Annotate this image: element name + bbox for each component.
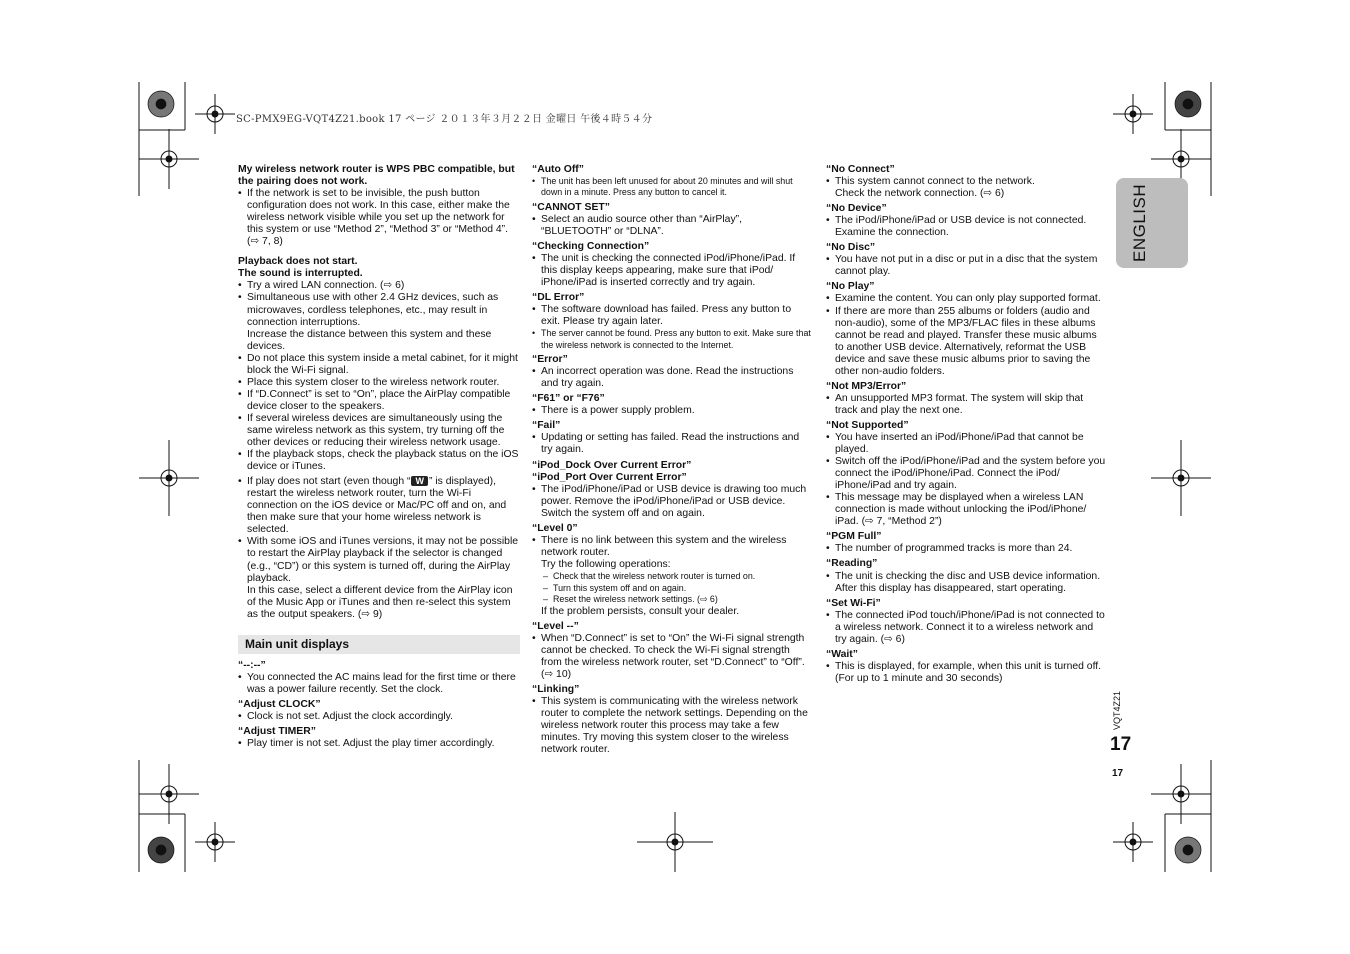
- list-item: • Play timer is not set. Adjust the play timer accordingly.: [238, 738, 520, 750]
- list-item: • An incorrect operation was done. Read the instructions and try again.: [532, 366, 813, 390]
- column-3: [826, 164, 1107, 688]
- display-item: “Fail” • Updating or setting has failed. Read the instructions and try again.: [532, 420, 813, 456]
- list-item: • There is no link between this system and the wireless network router. Try the following operations: – Check that the wireless network router is turned on. – Turn this system off and on again. – Reset the wireless network settings. (⇨ 6) If the problem persists, consult your dealer.: [532, 535, 813, 618]
- list-item: • Try a wired LAN connection. (⇨ 6): [238, 280, 520, 292]
- wps-block: [238, 164, 520, 248]
- list-item: • If “D.Connect” is set to “On”, place the AirPlay compatible device closer to the speakers.: [238, 389, 520, 413]
- display-item: “Linking” • This system is communicating with the wireless network router to complete the network settings. Depending on the wireless network router this process may take a few minutes. Try moving this system closer to the wireless network router.: [532, 684, 813, 756]
- list-item: • If the network is set to be invisible, the push button configuration does not work. In this case, either make the wireless network visible while you set up the network for this system or use “Method 2”, “Method 3” or “Method 4”. (⇨ 7, 8): [238, 188, 520, 248]
- display-item: “Level --” • When “D.Connect” is set to “On” the Wi-Fi signal strength cannot be checked. To check the Wi-Fi signal strength from the wireless network router, set “D.Connect” to “Off”. (⇨ 10): [532, 621, 813, 681]
- list-item: • The iPod/iPhone/iPad or USB device is drawing too much power. Remove the iPod/iPhone/iPad or USB device. Switch the system off and on again.: [532, 484, 813, 520]
- list-item: • If the playback stops, check the playback status on the iOS device or iTunes.: [238, 449, 520, 473]
- list-item: • Simultaneous use with other 2.4 GHz devices, such as microwaves, cordless telephones, etc., may result in connection interruptions. Increase the distance between this system and these devices.: [238, 292, 520, 352]
- list-item: • An unsupported MP3 format. The system will skip that track and play the next one.: [826, 393, 1107, 417]
- playback-block: [238, 256, 520, 620]
- list-item: • You have not put in a disc or put in a disc that the system cannot play.: [826, 254, 1107, 278]
- wifi-indicator-icon: W: [411, 476, 428, 486]
- column-2: [532, 164, 813, 759]
- display-item: “Wait” • This is displayed, for example, when this unit is turned off. (For up to 1 minute and 30 seconds): [826, 649, 1107, 685]
- list-item: • The number of programmed tracks is more than 24.: [826, 543, 1107, 555]
- display-item: “Set Wi-Fi” • The connected iPod touch/iPhone/iPad is not connected to a wireless network. Connect it to a wireless network and try again. (⇨ 6): [826, 598, 1107, 646]
- display-item: “No Connect” • This system cannot connect to the network. Check the network connection. (⇨ 6): [826, 164, 1107, 200]
- display-item: “Adjust TIMER” • Play timer is not set. Adjust the play timer accordingly.: [238, 726, 520, 750]
- language-tab: [1116, 178, 1188, 268]
- display-item: “CANNOT SET” • Select an audio source other than “AirPlay”, “BLUETOOTH” or “DLNA”.: [532, 202, 813, 238]
- display-item: “Checking Connection” • The unit is checking the connected iPod/iPhone/iPad. If this display keeps appearing, make sure that iPod/ iPhone/iPad is inserted correctly and try again.: [532, 241, 813, 289]
- list-item: – Reset the wireless network settings. (⇨ 6): [541, 594, 813, 606]
- list-item: • Updating or setting has failed. Read the instructions and try again.: [532, 432, 813, 456]
- column-1: [238, 164, 520, 753]
- display-item: “No Device” • The iPod/iPhone/iPad or USB device is not connected. Examine the connection.: [826, 203, 1107, 239]
- interrupted-heading: The sound is interrupted.: [238, 268, 363, 280]
- display-item: “PGM Full” • The number of programmed tracks is more than 24.: [826, 531, 1107, 555]
- display-item: “No Disc” • You have not put in a disc or put in a disc that the system cannot play.: [826, 242, 1107, 278]
- list-item: • This is displayed, for example, when this unit is turned off. (For up to 1 minute and 30 seconds): [826, 661, 1107, 685]
- display-item: “Error” • An incorrect operation was done. Read the instructions and try again.: [532, 354, 813, 390]
- list-item: • Examine the content. You can only play supported format.: [826, 293, 1107, 305]
- list-item: – Turn this system off and on again.: [541, 583, 813, 595]
- list-item: • Select an audio source other than “AirPlay”, “BLUETOOTH” or “DLNA”.: [532, 214, 813, 238]
- list-item: • The iPod/iPhone/iPad or USB device is not connected. Examine the connection.: [826, 215, 1107, 239]
- wps-heading: My wireless network router is WPS PBC compatible, but the pairing does not work.: [238, 164, 515, 188]
- display-item: “Not Supported” • You have inserted an iPod/iPhone/iPad that cannot be played. • Switch off the iPod/iPhone/iPad and the system before you connect the iPod/iPhone/iPad. Connect the iPod/ iPhone/iPad and try again. • This message may be displayed when a wireless LAN connection is made without unlocking the iPod/iPhone/ iPad. (⇨ 7, “Method 2”): [826, 420, 1107, 528]
- list-item: • This system cannot connect to the network. Check the network connection. (⇨ 6): [826, 176, 1107, 200]
- display-item: “Auto Off” • The unit has been left unused for about 20 minutes and will shut down in a minute. Press any button to cancel it.: [532, 164, 813, 199]
- display-item: “DL Error” • The software download has failed. Press any button to exit. Please try again later. • The server cannot be found. Press any button to exit. Make sure that the wireless network is connected to the Internet.: [532, 292, 813, 351]
- display-item: “Reading” • The unit is checking the disc and USB device information. After this display has disappeared, start operating.: [826, 558, 1107, 594]
- print-header: SC-PMX9EG-VQT4Z21.book 17 ページ ２０１３年３月２２日 金曜日 午後４時５４分: [236, 114, 653, 125]
- list-item: • You connected the AC mains lead for the first time or there was a power failure recently. Set the clock.: [238, 672, 520, 696]
- list-item: • This system is communicating with the wireless network router to complete the network settings. Depending on the wireless network router this process may take a few minutes. Try moving this system closer to the wireless network router.: [532, 696, 813, 756]
- list-item: • You have inserted an iPod/iPhone/iPad that cannot be played.: [826, 432, 1107, 456]
- display-item: “Not MP3/Error” • An unsupported MP3 format. The system will skip that track and play the next one.: [826, 381, 1107, 417]
- list-item: • If there are more than 255 albums or folders (audio and non-audio), some of the MP3/FLAC files in these albums cannot be read and played. Transfer these music albums to another USB device. Alternatively, reformat the USB device and save these music albums prior to saving the other non-audio folders.: [826, 306, 1107, 378]
- list-item: – Check that the wireless network router is turned on.: [541, 571, 813, 583]
- list-item: • The unit is checking the disc and USB device information. After this display has disappeared, start operating.: [826, 571, 1107, 595]
- list-item: • There is a power supply problem.: [532, 405, 813, 417]
- page-number: 17: [1110, 734, 1132, 755]
- language-tab-label: ENGLISH: [1130, 183, 1149, 262]
- display-item: “Level 0” • There is no link between this system and the wireless network router. Try the following operations: – Check that the wireless network router is turned on. – Turn this system off and on again. – Reset the wireless network settings. (⇨ 6) If the problem persists, consult your dealer.: [532, 523, 813, 618]
- playback-heading: Playback does not start.: [238, 256, 358, 268]
- list-item: • Switch off the iPod/iPhone/iPad and the system before you connect the iPod/iPhone/iPad. Connect the iPod/ iPhone/iPad and try again.: [826, 456, 1107, 492]
- list-item: • Place this system closer to the wireless network router.: [238, 377, 520, 389]
- section-title: Main unit displays: [238, 635, 520, 654]
- list-item: • The connected iPod touch/iPhone/iPad is not connected to a wireless network. Connect it to a wireless network and try again. (⇨ 6): [826, 610, 1107, 646]
- page-number-small: 17: [1112, 768, 1124, 779]
- list-item: • With some iOS and iTunes versions, it may not be possible to restart the AirPlay playback if the selector is changed (e.g., “CD”) or this system is turned off, during the AirPlay playback. In this case, select a different device from the AirPlay icon of the Music App or iTunes and then re-select this system as the output speakers. (⇨ 9): [238, 536, 520, 620]
- display-item: “--:--” • You connected the AC mains lead for the first time or there was a power failure recently. Set the clock.: [238, 660, 520, 696]
- model-code: VQT4Z21: [1112, 690, 1122, 730]
- list-item: • This message may be displayed when a wireless LAN connection is made without unlocking the iPod/iPhone/ iPad. (⇨ 7, “Method 2”): [826, 492, 1107, 528]
- display-item: “No Play” • Examine the content. You can only play supported format. • If there are more than 255 albums or folders (audio and non-audio), some of the MP3/FLAC files in these albums cannot be read and played. Transfer these music albums to another USB device. Alternatively, reformat the USB device and save these music albums prior to saving the other non-audio folders.: [826, 281, 1107, 377]
- list-item: • The software download has failed. Press any button to exit. Please try again later.: [532, 304, 813, 328]
- list-item: • The unit has been left unused for about 20 minutes and will shut down in a minute. Press any button to cancel it.: [532, 176, 813, 199]
- list-item: • The unit is checking the connected iPod/iPhone/iPad. If this display keeps appearing, make sure that iPod/ iPhone/iPad is inserted correctly and try again.: [532, 253, 813, 289]
- list-item: • If play does not start (even though “ W ” is displayed), restart the wireless network router, turn the Wi-Fi connection on the iOS device or Mac/PC off and on, and then make sure that your home wireless network is selected.: [238, 476, 520, 536]
- list-item: • Clock is not set. Adjust the clock accordingly.: [238, 711, 520, 723]
- display-item: “Adjust CLOCK” • Clock is not set. Adjust the clock accordingly.: [238, 699, 520, 723]
- list-item: • The server cannot be found. Press any button to exit. Make sure that the wireless network is connected to the Internet.: [532, 328, 813, 351]
- list-item: • If several wireless devices are simultaneously using the same wireless network as this system, try turning off the other devices or reducing their wireless network usage.: [238, 413, 520, 449]
- list-item: • Do not place this system inside a metal cabinet, for it might block the Wi-Fi signal.: [238, 353, 520, 377]
- display-item: “iPod_Dock Over Current Error” “iPod_Port Over Current Error” • The iPod/iPhone/iPad or USB device is drawing too much power. Remove the iPod/iPhone/iPad or USB device. Switch the system off and on again.: [532, 460, 813, 520]
- display-item: “F61” or “F76” • There is a power supply problem.: [532, 393, 813, 417]
- list-item: • When “D.Connect” is set to “On” the Wi-Fi signal strength cannot be checked. To check the Wi-Fi signal strength from the wireless network router, set “D.Connect” to “Off”. (⇨ 10): [532, 633, 813, 681]
